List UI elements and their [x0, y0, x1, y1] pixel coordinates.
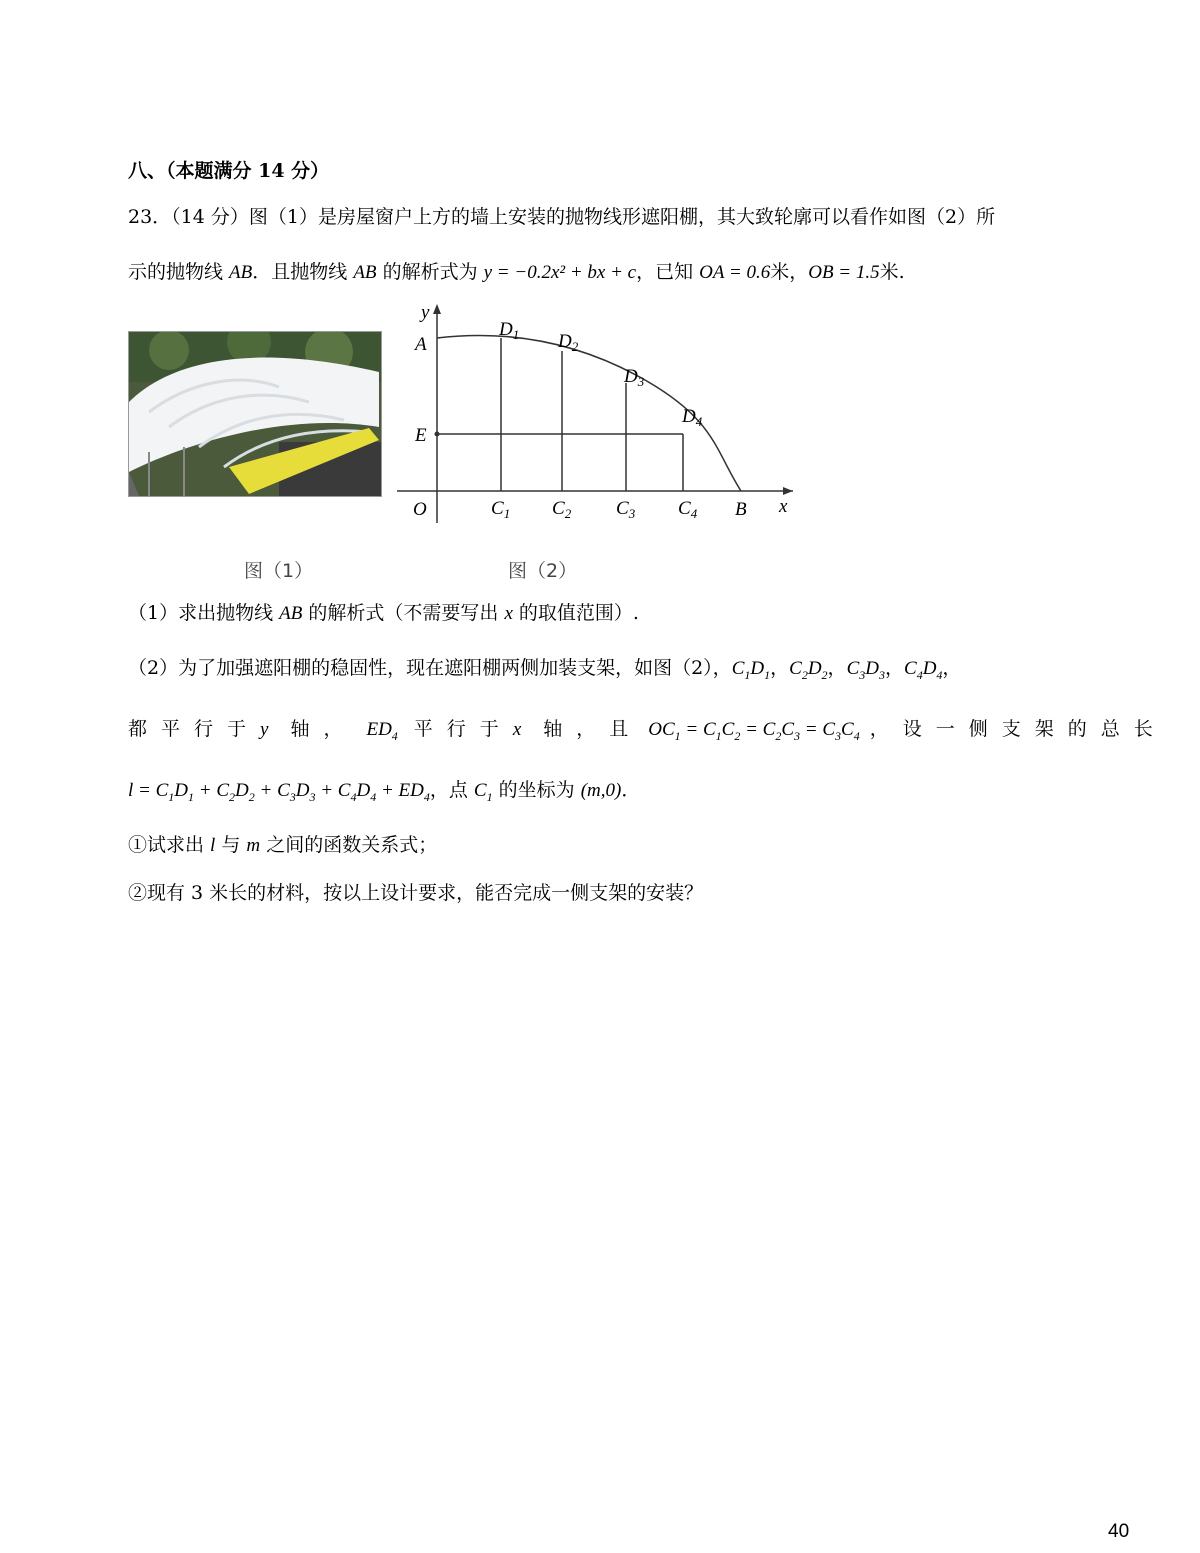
- part1: [128, 600, 639, 627]
- label-c2: $C_2$: [552, 498, 572, 521]
- part2-text: ，设一侧支架的总长: [869, 718, 1167, 740]
- stem-text: ．且抛物线: [252, 261, 354, 283]
- label-b: B: [735, 499, 747, 520]
- label-a: A: [415, 334, 427, 355]
- problem-stem-line1: [128, 204, 995, 230]
- equation: y = −0.2x² + bx + c: [483, 262, 637, 283]
- math-y: y: [260, 719, 269, 740]
- label-o: O: [413, 499, 427, 520]
- part2-text: ．: [621, 779, 641, 801]
- period: .: [898, 261, 905, 283]
- part2-text: 轴，且: [543, 718, 643, 740]
- greenhouse-photo: [128, 331, 382, 497]
- caption-figure-1: 图（1）: [244, 560, 314, 582]
- subquestion-1: [128, 832, 437, 859]
- math-c1: $C_1$: [473, 780, 493, 804]
- parabola-diagram: [395, 300, 800, 530]
- math-total-length: $l = C_1D_1 + C_2D_2 + C_3D_3 + C_4D_4 + ED_4$: [128, 780, 430, 804]
- label-d4: $D_4$: [682, 406, 703, 429]
- problem-stem-line2: [128, 259, 905, 286]
- unit: 米: [770, 261, 790, 283]
- part2-text: 的坐标为: [492, 779, 581, 801]
- math-x: x: [512, 719, 522, 740]
- label-c3: $C_3$: [616, 498, 636, 521]
- stem-text: ，已知: [636, 261, 700, 283]
- math-x: x: [504, 603, 513, 624]
- label-c4: $C_4$: [678, 498, 698, 521]
- math-ab: AB: [229, 262, 253, 283]
- math-ob: OB = 1.5: [808, 262, 880, 283]
- subq-text: 之间的函数关系式；: [260, 834, 438, 856]
- math-c2d2: $C_2D_2$: [789, 658, 828, 682]
- photo-drawing: [129, 332, 381, 496]
- stem-text: 示的抛物线: [128, 261, 230, 283]
- problem-number: 23．（14 分）: [128, 206, 249, 228]
- part2-line3: [128, 777, 640, 810]
- label-c1: $C_1$: [491, 498, 511, 521]
- part1-text: 的取值范围）.: [512, 602, 639, 624]
- point-e: [435, 432, 440, 437]
- section-title: 八、（本题满分 14 分）: [128, 160, 330, 182]
- subquestion-2: ②现有 3 米长的材料，按以上设计要求，能否完成一侧支架的安装？: [128, 882, 704, 904]
- page-number: 40: [1108, 1521, 1130, 1542]
- stem-text: 的解析式为: [376, 261, 484, 283]
- label-d2: $D_2$: [558, 331, 579, 354]
- math-oa: OA = 0.6: [699, 262, 771, 283]
- label-x: x: [779, 496, 788, 517]
- part2-text: 轴，: [290, 718, 357, 740]
- caption-figure-2: 图（2）: [508, 560, 578, 582]
- part1-text: 的解析式（不需要写出: [302, 602, 505, 624]
- label-y: y: [421, 302, 430, 323]
- y-axis-arrow: [433, 304, 441, 314]
- math-c3d3: $C_3D_3$: [846, 658, 885, 682]
- math-equal-segments: $OC_1 = C_1C_2 = C_2C_3 = C_3C_4$: [648, 719, 860, 743]
- math-l: l: [210, 835, 216, 856]
- label-d3: $D_3$: [624, 366, 645, 389]
- math-c1d1: $C_1D_1$: [731, 658, 771, 682]
- part2-line2: [128, 716, 1167, 749]
- unit: 米: [879, 261, 899, 283]
- part1-text: （1）求出抛物线: [128, 602, 280, 624]
- math-c4d4: $C_4D_4$: [904, 658, 943, 682]
- math-ab: AB: [279, 603, 303, 624]
- x-axis-arrow: [783, 487, 793, 495]
- math-m: m: [246, 835, 261, 856]
- math-ab: AB: [353, 262, 377, 283]
- part2-text: 都平行于: [128, 718, 261, 740]
- math-ed4: $ED_4$: [366, 719, 398, 743]
- stem-text: ，: [789, 261, 809, 283]
- part2-text: （2）为了加强遮阳棚的稳固性，现在遮阳棚两侧加装支架，如图（2），: [128, 657, 732, 679]
- part2-line1: （2）为了加强遮阳棚的稳固性，现在遮阳棚两侧加装支架，如图（2），$C_1D_1$，$C_2D_2$，$C_3D_3$，$C_4D_4$，: [128, 657, 962, 682]
- math-coord: (m,0): [580, 780, 622, 801]
- label-e: E: [415, 425, 427, 446]
- label-d1: $D_1$: [499, 319, 520, 342]
- subq-text: ①试求出: [128, 834, 211, 856]
- part2-text: 平行于: [413, 718, 513, 740]
- subq-text: 与: [215, 834, 247, 856]
- problem-stem-a: 图（1）是房屋窗户上方的墙上安装的抛物线形遮阳棚，其大致轮廓可以看作如图（2）所: [248, 206, 996, 228]
- part2-text: ，点: [429, 779, 474, 801]
